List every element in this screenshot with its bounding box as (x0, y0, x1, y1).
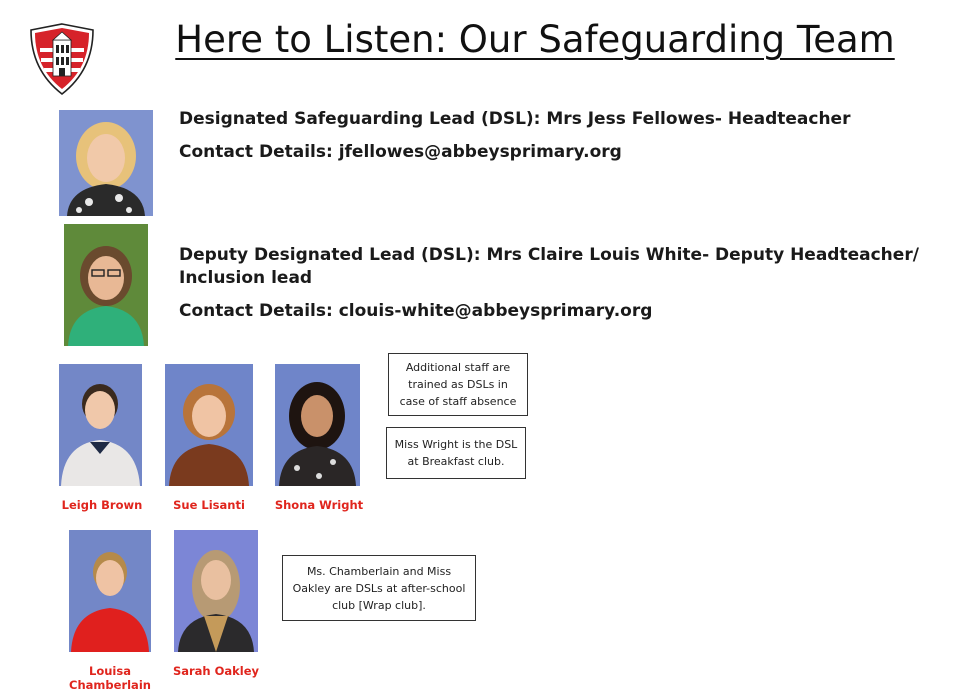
dsl-photo (59, 110, 153, 216)
page-title: Here to Listen: Our Safeguarding Team (175, 18, 895, 61)
staff-name-shona-wright: Shona Wright (274, 498, 364, 512)
school-crest-logo (27, 22, 97, 96)
deputy-dsl-photo (64, 224, 148, 346)
staff-photo-shona-wright (275, 364, 360, 486)
staff-photo-sarah-oakley (174, 530, 258, 652)
staff-photo-louisa-chamberlain (69, 530, 151, 652)
note-breakfast-club: Miss Wright is the DSL at Breakfast club. (386, 427, 526, 479)
staff-photo-leigh-brown (59, 364, 142, 486)
note-wrap-club: Ms. Chamberlain and Miss Oakley are DSLs at after-school club [Wrap club]. (282, 555, 476, 621)
staff-name-sue-lisanti: Sue Lisanti (173, 498, 245, 512)
deputy-dsl-role: Deputy Designated Lead (DSL): Mrs Claire Louis White- Deputy Headteacher/ Inclusion lead (179, 245, 919, 288)
staff-name-leigh-brown: Leigh Brown (61, 498, 143, 512)
deputy-dsl-contact: Contact Details: clouis-white@abbeysprimary.org (179, 301, 653, 321)
dsl-contact: Contact Details: jfellowes@abbeysprimary.org (179, 142, 622, 162)
dsl-role: Designated Safeguarding Lead (DSL): Mrs Jess Fellowes- Headteacher (179, 109, 851, 129)
staff-photo-sue-lisanti (165, 364, 253, 486)
staff-name-sarah-oakley: Sarah Oakley (172, 664, 260, 678)
staff-name-louisa-chamberlain: Louisa Chamberlain (69, 664, 151, 692)
note-additional-staff: Additional staff are trained as DSLs in case of staff absence (388, 353, 528, 416)
